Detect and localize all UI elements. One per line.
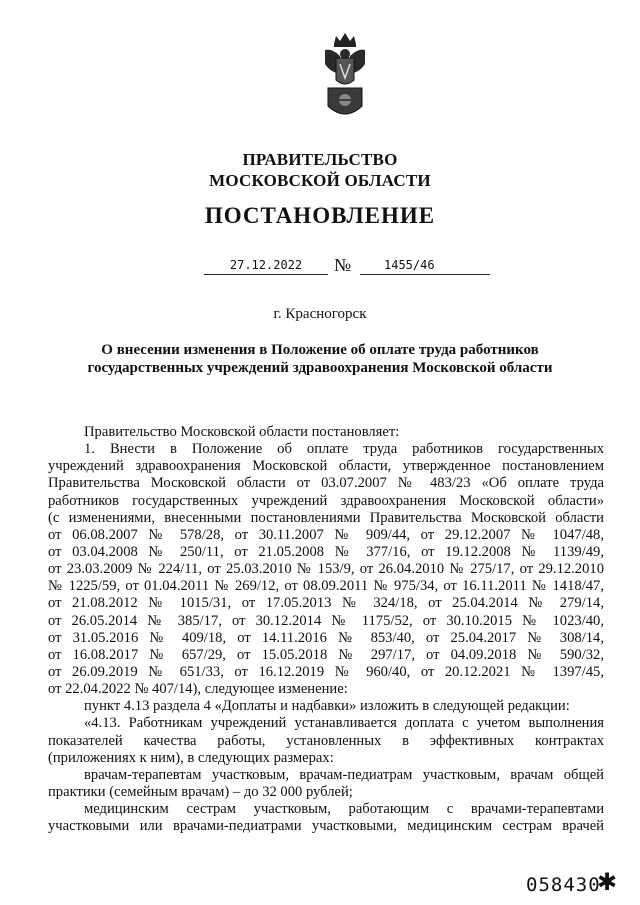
- body-line: (приложениях к ним), в следующих размерах:: [48, 749, 334, 766]
- city: г. Красногорск: [273, 306, 367, 322]
- body-line: от 16.08.2017 № 657/29, от 15.05.2018 № 297/17, от 04.09.2018 № 590/32,: [48, 646, 604, 663]
- coat-of-arms-emblem: [322, 30, 368, 122]
- body-line: от 23.03.2009 № 224/11, от 25.03.2010 № 153/9, от 26.04.2010 № 275/17, от 29.12.2010: [48, 561, 604, 578]
- number-sign: №: [334, 255, 352, 275]
- document-number: 1455/46: [360, 256, 490, 275]
- body-line: (с изменениями, внесенными постановлениями Правительства Московской области: [48, 509, 604, 526]
- body-line: от 06.08.2007 № 578/28, от 30.11.2007 № 909/44, от 29.12.2007 № 1047/48,: [48, 526, 604, 543]
- document-body: [48, 424, 604, 835]
- serial-number: 058430: [526, 874, 601, 896]
- body-line: от 03.04.2008 № 250/11, от 21.05.2008 № 377/16, от 19.12.2008 № 1139/49,: [48, 543, 604, 560]
- body-line: от 21.08.2012 № 1015/31, от 17.05.2013 № 324/18, от 25.04.2014 № 279/14,: [48, 595, 604, 612]
- body-line: Правительство Московской области постановляет:: [84, 424, 400, 440]
- body-line: учреждений здравоохранения Московской области, утвержденное постановлением: [48, 458, 604, 475]
- body-line: участковыми или врачами-педиатрами участковыми, медицинским сестрам врачей: [48, 818, 604, 835]
- subject-line: О внесении изменения в Положение об оплате труда работников: [101, 342, 539, 358]
- body-line: от 26.05.2014 № 385/17, от 30.12.2014 № 1175/52, от 30.10.2015 № 1023/40,: [48, 612, 604, 629]
- body-line: работников государственных учреждений здравоохранения Московской области»: [48, 492, 604, 509]
- body-line: медицинским сестрам участковым, работающим с врачами-терапевтами: [84, 801, 604, 818]
- date-number-line: [0, 256, 640, 276]
- body-line: от 22.04.2022 № 407/14), следующее изменение:: [48, 681, 348, 698]
- government-title-line2: МОСКОВСКОЙ ОБЛАСТИ: [209, 171, 431, 190]
- body-line: от 26.09.2019 № 651/33, от 16.12.2019 № 960/40, от 20.12.2021 № 1397/45,: [48, 663, 604, 680]
- document-date: 27.12.2022: [204, 256, 328, 275]
- body-line: № 1225/59, от 01.04.2011 № 269/12, от 08.09.2011 № 975/34, от 16.11.2011 № 1418/47,: [48, 578, 604, 595]
- document-type-title: ПОСТАНОВЛЕНИЕ: [204, 203, 436, 228]
- body-line: «4.13. Работникам учреждений устанавливается доплата с учетом выполнения: [84, 715, 604, 732]
- asterisk-mark: ✱: [597, 868, 618, 896]
- body-line: 1. Внести в Положение об оплате труда работников государственных: [84, 441, 604, 458]
- government-title-line1: ПРАВИТЕЛЬСТВО: [242, 150, 398, 169]
- body-line: от 31.05.2016 № 409/18, от 14.11.2016 № 853/40, от 25.04.2017 № 308/14,: [48, 629, 604, 646]
- body-line: пункт 4.13 раздела 4 «Доплаты и надбавки» изложить в следующей редакции:: [84, 698, 570, 715]
- subject-line: государственных учреждений здравоохранения Московской области: [87, 360, 553, 376]
- body-line: практики (семейным врачам) – до 32 000 рублей;: [48, 783, 353, 800]
- body-line: показателей качества работы, установленных в эффективных контрактах: [48, 732, 604, 749]
- subject-heading: [60, 341, 580, 377]
- body-line: врачам-терапевтам участковым, врачам-педиатрам участковым, врачам общей: [84, 766, 604, 783]
- body-line: Правительства Московской области от 03.07.2007 № 483/23 «Об оплате труда: [48, 475, 604, 492]
